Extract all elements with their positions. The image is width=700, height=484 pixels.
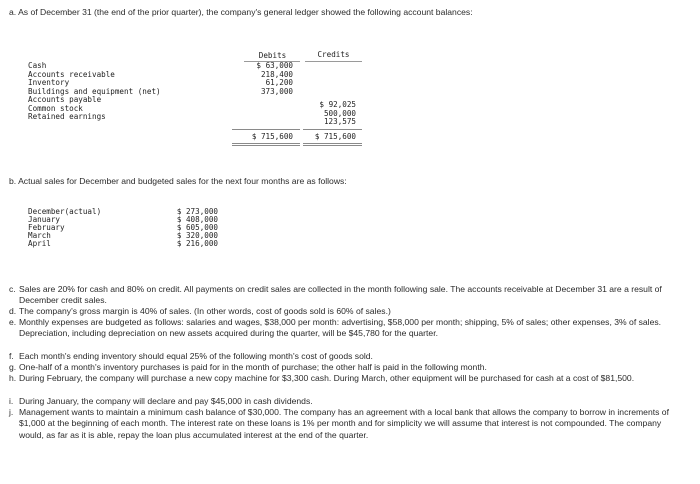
account-name: Retained earnings xyxy=(28,112,106,121)
sales-amount: $ 216,000 xyxy=(176,239,218,248)
credits-double-rule-2 xyxy=(303,145,362,146)
credit-value: 500,000 xyxy=(323,108,356,118)
sales-month: December(actual) xyxy=(28,207,102,216)
note-text: During February, the company will purchase a new copy machine for $3,300 cash. During March, other equipment will be purchased for cash at a cost of $81,500. xyxy=(19,373,635,383)
sales-month: February xyxy=(28,223,65,232)
note-text: Sales are 20% for cash and 80% on credit. All payments on credit sales are collected in the month following sale. The accounts receivable at December 31 are a result of December credit sales. xyxy=(19,284,662,306)
debit-value: 373,000 xyxy=(260,86,293,96)
debit-value: 218,400 xyxy=(260,69,293,79)
sales-amount: $ 273,000 xyxy=(176,207,218,216)
credits-total-rule xyxy=(303,129,362,130)
sales-amount: $ 605,000 xyxy=(176,223,218,232)
account-name: Accounts receivable xyxy=(28,69,115,79)
debit-value: 61,200 xyxy=(265,78,293,87)
debits-total-rule xyxy=(232,129,300,130)
note-text: Management wants to maintain a minimum cash balance of $30,000. The company has an agreement with a local bank that allows the company to borrow in increments of $1,000 at the beginning of each month. The interest rate on these loans is 1% per month and for simplicity we will assume that interest is not compounded. The company would, as far as it is able, repay the loan plus accumulated interest at the end of the quarter. xyxy=(19,407,669,440)
credits-header-rule xyxy=(305,61,362,62)
note-letter: g. xyxy=(9,362,17,372)
sales-month: January xyxy=(28,215,61,224)
credits-header: Credits xyxy=(317,50,350,59)
account-name: Accounts payable xyxy=(28,95,102,104)
account-name: Cash xyxy=(28,61,47,70)
note-letter: i. xyxy=(9,396,14,406)
note-letter: d. xyxy=(9,306,17,316)
account-name: Buildings and equipment (net) xyxy=(28,86,161,96)
note-letter: h. xyxy=(9,373,17,383)
sales-month: March xyxy=(28,231,51,240)
note-text: The company's gross margin is 40% of sales. (In other words, cost of goods sold is 60% of sales.) xyxy=(19,306,391,316)
note-letter: j. xyxy=(9,407,14,417)
total-credits: $ 715,600 xyxy=(314,132,356,141)
note-text: Each month's ending inventory should equal 25% of the following month's cost of goods sold. xyxy=(19,351,373,361)
credits-double-rule-1 xyxy=(303,143,362,144)
debits-double-rule-1 xyxy=(232,143,300,144)
account-name: Common stock xyxy=(28,103,83,113)
note-text: During January, the company will declare and pay $45,000 in cash dividends. xyxy=(19,396,313,406)
note-letter: f. xyxy=(9,351,14,361)
sales-amount: $ 408,000 xyxy=(176,215,218,224)
total-debits: $ 715,600 xyxy=(251,132,293,141)
debits-header: Debits xyxy=(258,51,287,60)
sales-amount: $ 320,000 xyxy=(176,231,218,240)
account-name: Inventory xyxy=(28,78,70,87)
note-letter: e. xyxy=(9,317,17,327)
note-text: One-half of a month's inventory purchases is paid for in the month of purchase; the other half is paid in the following month. xyxy=(19,362,487,372)
note-letter: c. xyxy=(9,284,16,294)
debits-double-rule-2 xyxy=(232,145,300,146)
debit-value: $ 63,000 xyxy=(256,61,293,70)
credit-value: 123,575 xyxy=(323,117,356,126)
sales-month: April xyxy=(28,239,51,248)
note-text: Monthly expenses are budgeted as follows: salaries and wages, $38,000 per month: advertising, $58,000 per month; shipping, 5% of sales; other expenses, 3% of sales. Depreciation, including depreciation on new assets acquired during the quarter, will be $45,780 for the quarter. xyxy=(19,317,662,339)
credit-value: $ 92,025 xyxy=(319,100,356,109)
intro-b: b. Actual sales for December and budgeted sales for the next four months are as follows: xyxy=(9,176,347,186)
intro-a: a. As of December 31 (the end of the prior quarter), the company's general ledger showed the following account balances: xyxy=(9,7,473,17)
